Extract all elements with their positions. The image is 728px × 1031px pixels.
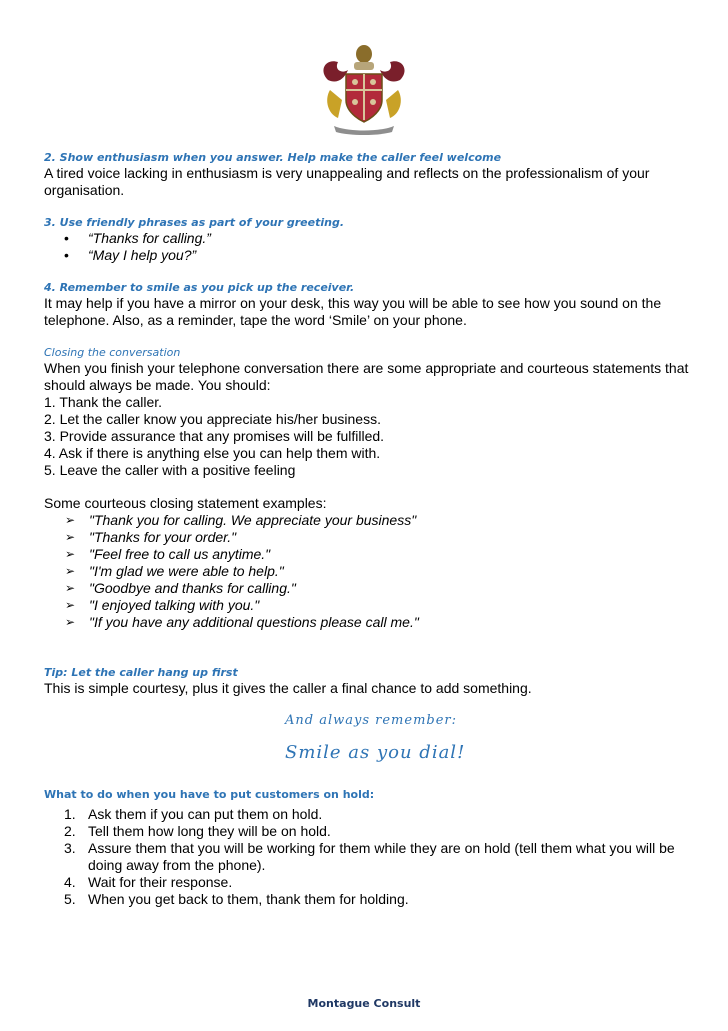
section-body-enthusiasm: A tired voice lacking in enthusiasm is very unappealing and reflects on the professionalism of your organisation. <box>44 165 650 198</box>
list-item: 4. Wait for their response. <box>64 874 233 890</box>
closing-step: 3. Provide assurance that any promises will be fulfilled. <box>44 428 385 444</box>
footer-company-name: Montague Consult <box>307 997 421 1010</box>
section-body-tip: This is simple courtesy, plus it gives the caller a final chance to add something. <box>44 680 532 696</box>
closing-step: 5. Leave the caller with a positive feeling <box>44 462 296 478</box>
list-item: 2. Tell them how long they will be on hold. <box>64 823 331 839</box>
list-item: ➢ "Goodbye and thanks for calling." <box>65 580 296 596</box>
list-item: ➢ "I enjoyed talking with you." <box>65 597 260 613</box>
coat-of-arms-icon <box>318 40 410 138</box>
section-body-smile: It may help if you have a mirror on your desk, this way you will be able to see how you sound on the telephone. Also, as a reminder, tape the word ‘Smile’ on your phone. <box>44 295 662 328</box>
closing-step: 2. Let the caller know you appreciate his/her business. <box>44 411 381 427</box>
closing-step: 4. Ask if there is anything else you can help them with. <box>44 445 381 461</box>
arrow-bullet-icon: ➢ <box>65 513 76 527</box>
arrow-bullet-icon: ➢ <box>65 564 76 578</box>
greeting-phrases-list <box>44 230 694 264</box>
hold-steps-list <box>44 806 694 908</box>
arrow-bullet-icon: ➢ <box>65 615 76 629</box>
closing-examples-list <box>44 512 694 631</box>
list-item: ➢ "Feel free to call us anytime." <box>65 546 271 562</box>
crest-logo <box>318 40 410 138</box>
list-item: 3. Assure them that you will be working for them while they are on hold (tell them what you will be doing away from the phone). <box>64 840 675 873</box>
section-heading-hold: What to do when you have to put customers on hold: <box>44 788 375 801</box>
section-heading-smile: 4. Remember to smile as you pick up the receiver. <box>44 281 355 294</box>
bullet-icon: • <box>64 230 69 246</box>
list-item: 1. Ask them if you can put them on hold. <box>64 806 323 822</box>
document-body <box>44 150 694 908</box>
examples-intro: Some courteous closing statement examples: <box>44 495 327 511</box>
bullet-icon: • <box>64 247 69 263</box>
smile-slogan: Smile as you dial! <box>285 742 466 763</box>
remember-line: And always remember: <box>285 713 458 728</box>
arrow-bullet-icon: ➢ <box>65 581 76 595</box>
closing-step: 1. Thank the caller. <box>44 394 163 410</box>
list-item: 5. When you get back to them, thank them for holding. <box>64 891 409 907</box>
list-item: ➢ "I'm glad we were able to help." <box>65 563 284 579</box>
list-item: • “May I help you?” <box>64 247 197 263</box>
list-item: • “Thanks for calling.” <box>64 230 211 246</box>
section-heading-greeting: 3. Use friendly phrases as part of your greeting. <box>44 216 345 229</box>
arrow-bullet-icon: ➢ <box>65 598 76 612</box>
list-item: ➢ "Thank you for calling. We appreciate your business" <box>65 512 417 528</box>
section-heading-tip: Tip: Let the caller hang up first <box>44 666 238 679</box>
list-item: ➢ "Thanks for your order." <box>65 529 237 545</box>
section-heading-closing: Closing the conversation <box>44 346 181 359</box>
list-item: ➢ "If you have any additional questions please call me." <box>65 614 419 630</box>
arrow-bullet-icon: ➢ <box>65 547 76 561</box>
arrow-bullet-icon: ➢ <box>65 530 76 544</box>
closing-intro: When you finish your telephone conversation there are some appropriate and courteous statements that should always be made. You should: <box>44 360 689 393</box>
section-heading-enthusiasm: 2. Show enthusiasm when you answer. Help make the caller feel welcome <box>44 151 502 164</box>
